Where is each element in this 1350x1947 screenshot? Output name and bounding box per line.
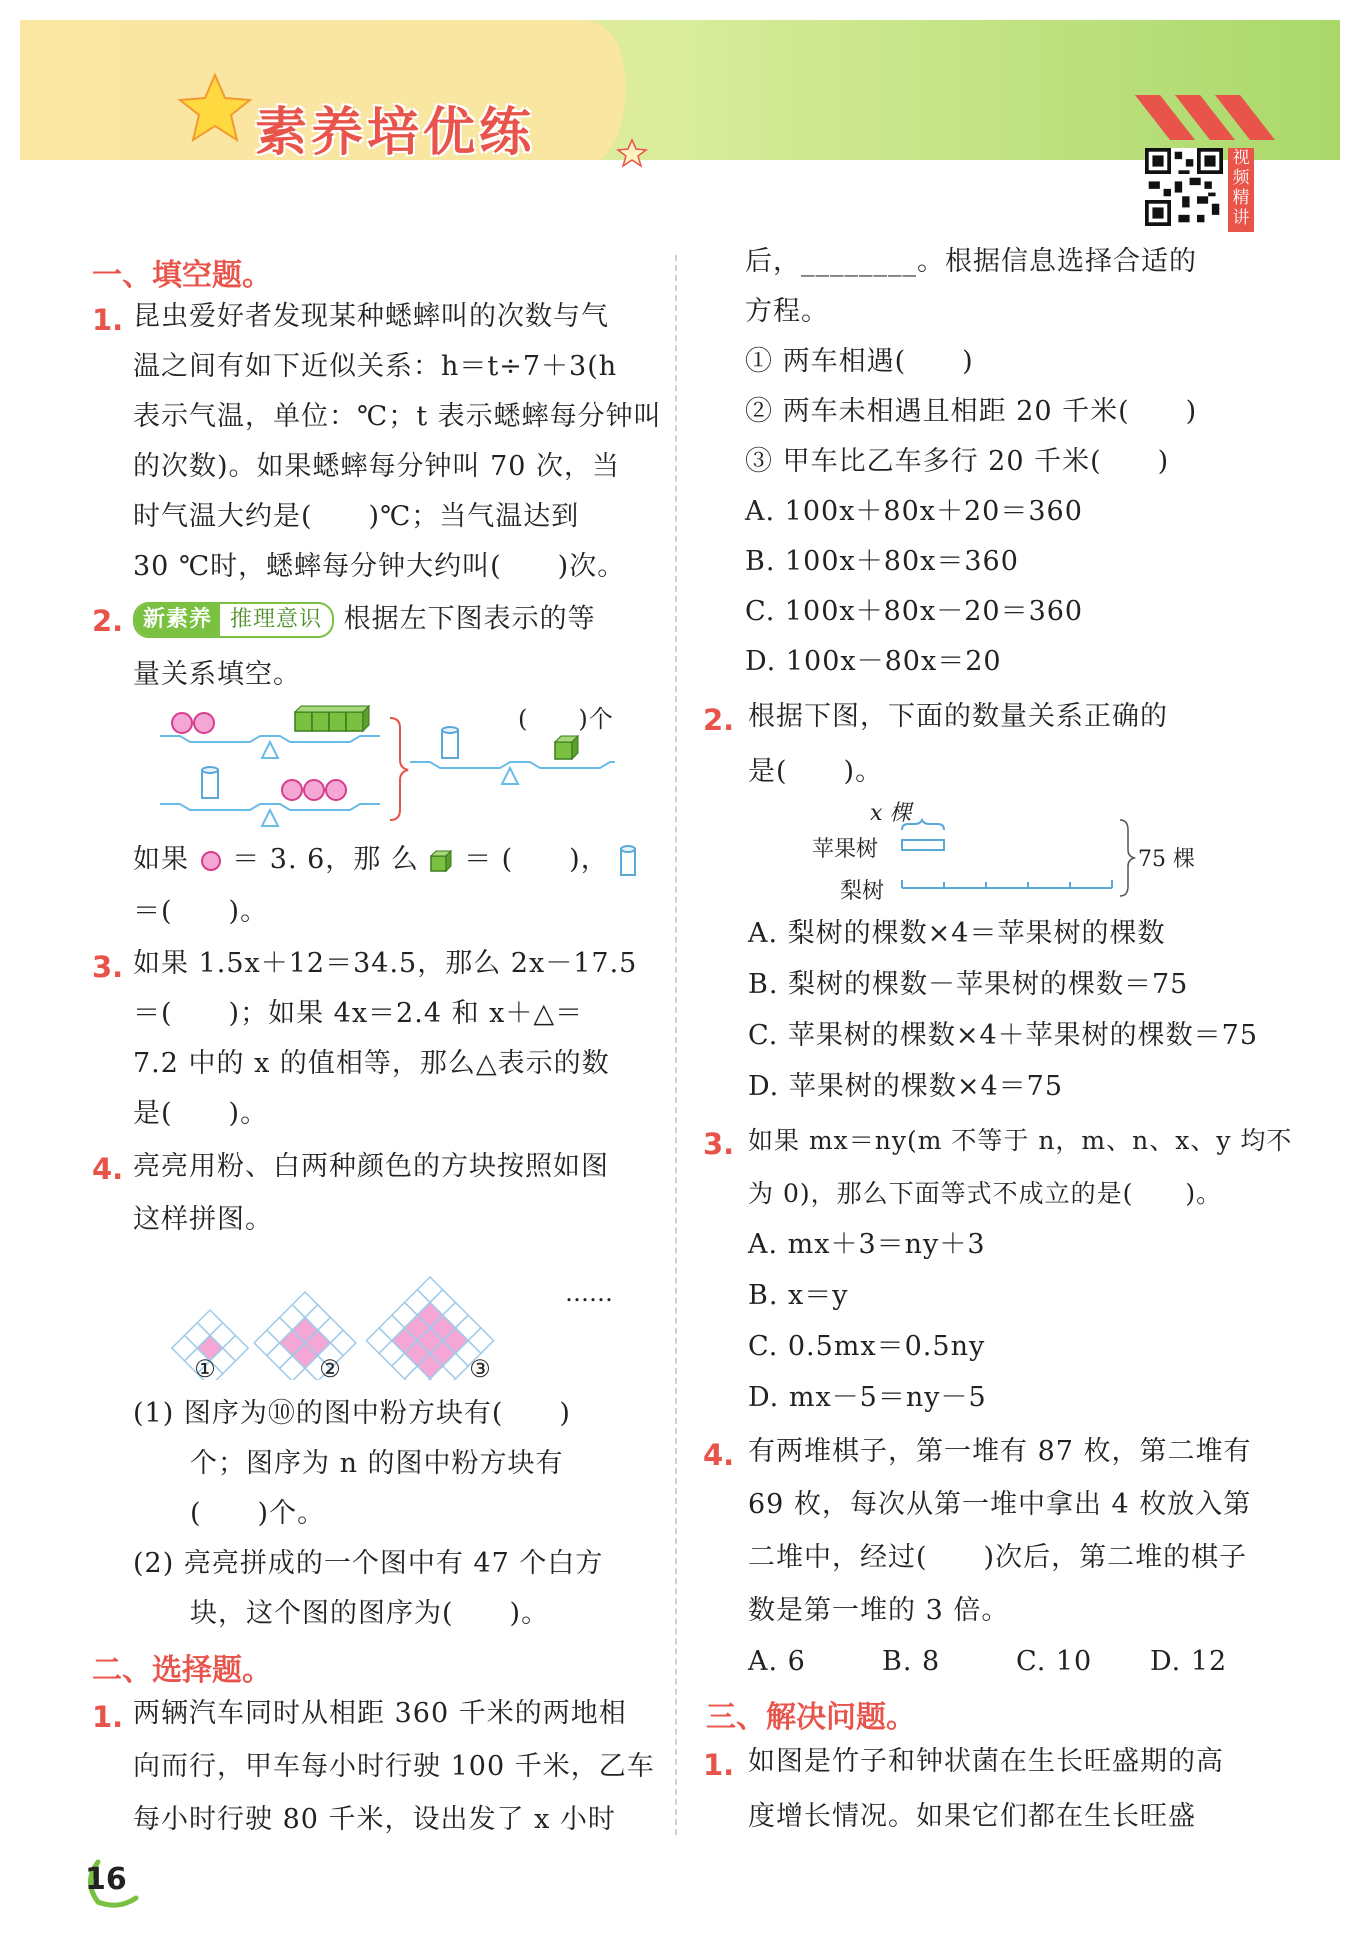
q1-number: 1. bbox=[92, 303, 124, 337]
c1-option: C. 100x＋80x－20＝360 bbox=[745, 596, 1084, 627]
c1-line: 向而行，甲车每小时行驶 100 千米，乙车 bbox=[133, 1751, 655, 1782]
c4-option: D. 12 bbox=[1150, 1646, 1228, 1677]
pattern-label: ① bbox=[194, 1355, 216, 1380]
q1-line: 30 ℃时，蟋蟀每分钟大约叫( )次。 bbox=[133, 551, 626, 582]
c1-number: 1. bbox=[92, 1700, 124, 1734]
apple-label: 苹果树 bbox=[812, 837, 879, 862]
tile-patterns bbox=[165, 1255, 635, 1380]
c1-line: 两辆汽车同时从相距 360 千米的两地相 bbox=[133, 1698, 627, 1729]
c3-option: D. mx－5＝ny－5 bbox=[748, 1382, 987, 1413]
pattern-label: ③ bbox=[469, 1355, 491, 1380]
c4-option: C. 10 bbox=[1016, 1646, 1093, 1677]
c1-cont-line: ③ 甲车比乙车多行 20 千米( ) bbox=[745, 446, 1170, 477]
segment-diagram bbox=[800, 800, 1220, 910]
c3-option: B. x＝y bbox=[748, 1280, 849, 1311]
c2-line: 根据下图，下面的数量关系正确的 bbox=[748, 701, 1168, 732]
s1-line: 度增长情况。如果它们都在生长旺盛 bbox=[748, 1801, 1196, 1832]
q4-sub1: 个；图序为 n 的图中粉方块有 bbox=[190, 1448, 564, 1479]
c4-line: 二堆中，经过( )次后，第二堆的棋子 bbox=[748, 1542, 1248, 1573]
c4-line: 有两堆棋子，第一堆有 87 枚，第二堆有 bbox=[748, 1436, 1252, 1467]
q1-line: 温之间有如下近似关系：h＝t÷7＋3(h bbox=[133, 351, 618, 382]
c1-cont-line: 后，________。根据信息选择合适的 bbox=[745, 246, 1197, 277]
q2-if-line2: ＝( )。 bbox=[133, 896, 269, 927]
cylinder-icon bbox=[618, 844, 638, 878]
cube-icon bbox=[428, 848, 454, 874]
header-banner bbox=[20, 20, 1340, 170]
blank-unit-label: ( )个 bbox=[518, 705, 614, 733]
video-label: 视频精讲 bbox=[1228, 148, 1254, 232]
q2-line2: 量关系填空。 bbox=[133, 659, 301, 690]
q4-number: 4. bbox=[92, 1152, 124, 1186]
c2-line: 是( )。 bbox=[748, 756, 884, 787]
qr-code-icon[interactable] bbox=[1145, 148, 1223, 226]
q1-line: 表示气温，单位：℃；t 表示蟋蟀每分钟叫 bbox=[133, 401, 662, 432]
q3-number: 3. bbox=[92, 950, 124, 984]
c3-line: 为 0)，那么下面等式不成立的是( )。 bbox=[748, 1179, 1223, 1208]
circle-icon bbox=[199, 849, 223, 873]
total-label: 75 棵 bbox=[1138, 847, 1195, 872]
c4-option: A. 6 bbox=[748, 1646, 806, 1677]
c3-number: 3. bbox=[703, 1127, 735, 1161]
column-divider bbox=[675, 255, 677, 1835]
q1-line: 昆虫爱好者发现某种蟋蟀叫的次数与气 bbox=[133, 301, 609, 332]
q3-line: 如果 1.5x＋12＝34.5，那么 2x－17.5 bbox=[133, 948, 638, 979]
c1-option: D. 100x－80x＝20 bbox=[745, 646, 1002, 677]
q1-line: 的次数)。如果蟋蟀每分钟叫 70 次，当 bbox=[133, 451, 621, 482]
c2-option: A. 梨树的棵数×4＝苹果树的棵数 bbox=[748, 918, 1166, 949]
q4-line: 这样拼图。 bbox=[133, 1204, 273, 1235]
c1-cont-line: 方程。 bbox=[745, 296, 829, 327]
header-title: 素养培优练 bbox=[255, 103, 536, 163]
s1-number: 1. bbox=[703, 1748, 735, 1782]
section-solve: 三、解决问题。 bbox=[706, 1700, 916, 1735]
q3-line: 是( )。 bbox=[133, 1098, 269, 1129]
q4-sub2: 块，这个图的图序为( )。 bbox=[190, 1598, 550, 1629]
q4-sub1: ( )个。 bbox=[190, 1498, 326, 1529]
c1-line: 每小时行驶 80 千米，设出发了 x 小时 bbox=[133, 1804, 616, 1835]
q2-line1: 新素养 推理意识 根据左下图表示的等 bbox=[133, 602, 596, 638]
c2-option: B. 梨树的棵数－苹果树的棵数＝75 bbox=[748, 969, 1189, 1000]
pattern-label: ② bbox=[319, 1355, 341, 1380]
section-fill-blank: 一、填空题。 bbox=[92, 258, 272, 293]
page-number: 16 bbox=[85, 1862, 127, 1897]
apple-bar bbox=[902, 840, 944, 850]
q3-line: 7.2 中的 x 的值相等，那么△表示的数 bbox=[133, 1048, 610, 1079]
section-choice: 二、选择题。 bbox=[92, 1653, 272, 1688]
balance-top bbox=[160, 706, 380, 758]
c4-line: 数是第一堆的 3 倍。 bbox=[748, 1595, 1010, 1626]
q3-line: ＝( )；如果 4x＝2.4 和 x＋△＝ bbox=[133, 998, 584, 1029]
s1-line: 如图是竹子和钟状菌在生长旺盛期的高 bbox=[748, 1746, 1224, 1777]
c4-option: B. 8 bbox=[882, 1646, 941, 1677]
c3-option: A. mx＋3＝ny＋3 bbox=[748, 1229, 986, 1260]
ellipsis: …… bbox=[565, 1279, 613, 1307]
q2-number: 2. bbox=[92, 604, 124, 638]
q4-sub1: (1) 图序为⑩的图中粉方块有( ) bbox=[133, 1398, 571, 1429]
q1-line: 时气温大约是( )℃；当气温达到 bbox=[133, 501, 580, 532]
c1-cont-line: ① 两车相遇( ) bbox=[745, 346, 974, 377]
c1-option: B. 100x＋80x＝360 bbox=[745, 546, 1019, 577]
q2-if-line: 如果 ＝ 3. 6，那 么 ＝ ( )， bbox=[133, 843, 638, 878]
x-label: x 棵 bbox=[870, 801, 912, 826]
c1-option: A. 100x＋80x＋20＝360 bbox=[745, 496, 1083, 527]
c1-cont-line: ② 两车未相遇且相距 20 千米( ) bbox=[745, 396, 1198, 427]
c3-option: C. 0.5mx＝0.5ny bbox=[748, 1331, 986, 1362]
q4-sub2: (2) 亮亮拼成的一个图中有 47 个白方 bbox=[133, 1548, 604, 1579]
q4-line: 亮亮用粉、白两种颜色的方块按照如图 bbox=[133, 1151, 609, 1182]
balance-bottom bbox=[160, 767, 380, 826]
c3-line: 如果 mx＝ny(m 不等于 n，m、n、x、y 均不 bbox=[748, 1126, 1293, 1155]
c4-number: 4. bbox=[703, 1438, 735, 1472]
c2-option: C. 苹果树的棵数×4＋苹果树的棵数＝75 bbox=[748, 1020, 1259, 1051]
new-literacy-badge: 新素养 推理意识 bbox=[133, 602, 334, 638]
c2-option: D. 苹果树的棵数×4＝75 bbox=[748, 1071, 1064, 1102]
pear-label: 梨树 bbox=[840, 879, 885, 904]
c4-line: 69 枚，每次从第一堆中拿出 4 枚放入第 bbox=[748, 1489, 1252, 1520]
c2-number: 2. bbox=[703, 703, 735, 737]
